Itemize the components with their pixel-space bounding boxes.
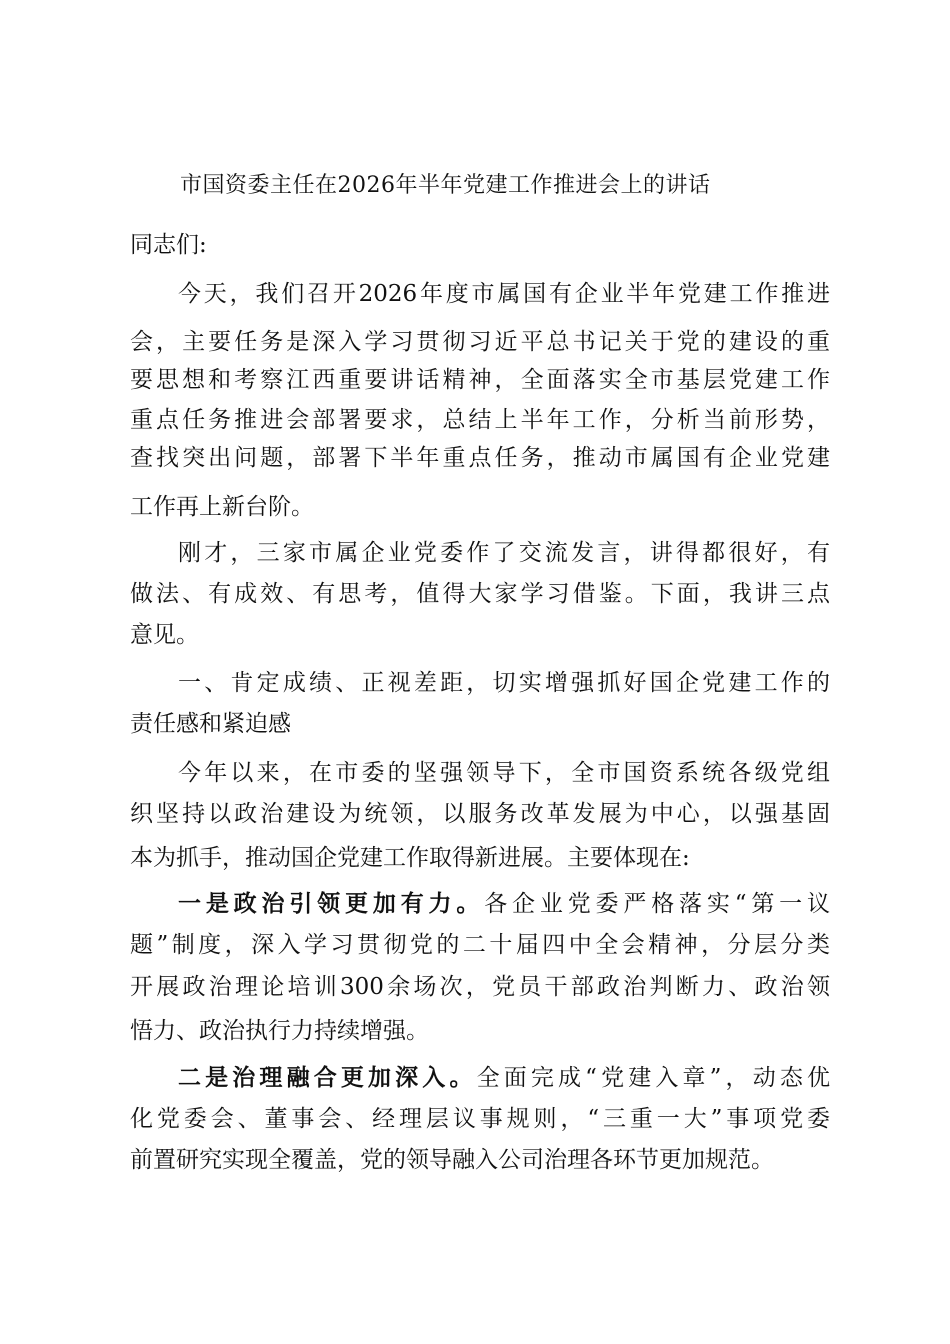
paragraph-line: 意见。 (130, 622, 199, 648)
paragraph-line: 化党委会、董事会、经理层议事规则，“三重一大”事项党委 (130, 1106, 830, 1132)
paragraph-line: 会，主要任务是深入学习贯彻习近平总书记关于党的建设的重 (130, 329, 830, 355)
paragraph-line: 刚才，三家市属企业党委作了交流发言，讲得都很好，有 (178, 540, 830, 566)
section-heading: 责任感和紧迫感 (130, 711, 291, 737)
paragraph-line: 工作再上新台阶。 (130, 494, 314, 520)
paragraph-line: 织坚持以政治建设为统领，以服务改革发展为中心，以强基固 (130, 801, 830, 827)
paragraph-text: 全面完成“党建入章”，动态优 (476, 1065, 830, 1091)
section-heading: 一、肯定成绩、正视差距，切实增强抓好国企党建工作的 (178, 670, 830, 696)
paragraph-line (178, 1060, 830, 1096)
paragraph-line: 前置研究实现全覆盖，党的领导融入公司治理各环节更加规范。 (130, 1147, 774, 1173)
paragraph-line: 题”制度，深入学习贯彻党的二十届四中全会精神，分层分类 (130, 932, 830, 958)
paragraph-line: 今年以来，在市委的坚强领导下，全市国资系统各级党组 (178, 760, 830, 786)
lead-phrase: 二是治理融合更加深入。 (178, 1064, 477, 1091)
paragraph-text: 各企业党委严格落实“第一议 (484, 891, 830, 917)
paragraph-line: 重点任务推进会部署要求，总结上半年工作，分析当前形势， (130, 407, 830, 433)
paragraph-line (178, 886, 830, 922)
paragraph-line: 做法、有成效、有思考，值得大家学习借鉴。下面，我讲三点 (130, 581, 830, 607)
lead-phrase: 一是政治引领更加有力。 (178, 890, 485, 917)
paragraph-line: 悟力、政治执行力持续增强。 (130, 1018, 429, 1044)
paragraph-line: 本为抓手，推动国企党建工作取得新进展。主要体现在: (130, 845, 690, 871)
salutation: 同志们: (130, 232, 207, 258)
document-title: 市国资委主任在2026年半年党建工作推进会上的讲话 (180, 173, 711, 198)
paragraph-line: 要思想和考察江西重要讲话精神，全面落实全市基层党建工作 (130, 367, 830, 393)
paragraph-line: 今天，我们召开2026年度市属国有企业半年党建工作推进 (178, 281, 830, 307)
paragraph-line: 开展政治理论培训300余场次，党员干部政治判断力、政治领 (130, 974, 830, 1000)
paragraph-line: 查找突出问题，部署下半年重点任务，推动市属国有企业党建 (130, 445, 830, 471)
